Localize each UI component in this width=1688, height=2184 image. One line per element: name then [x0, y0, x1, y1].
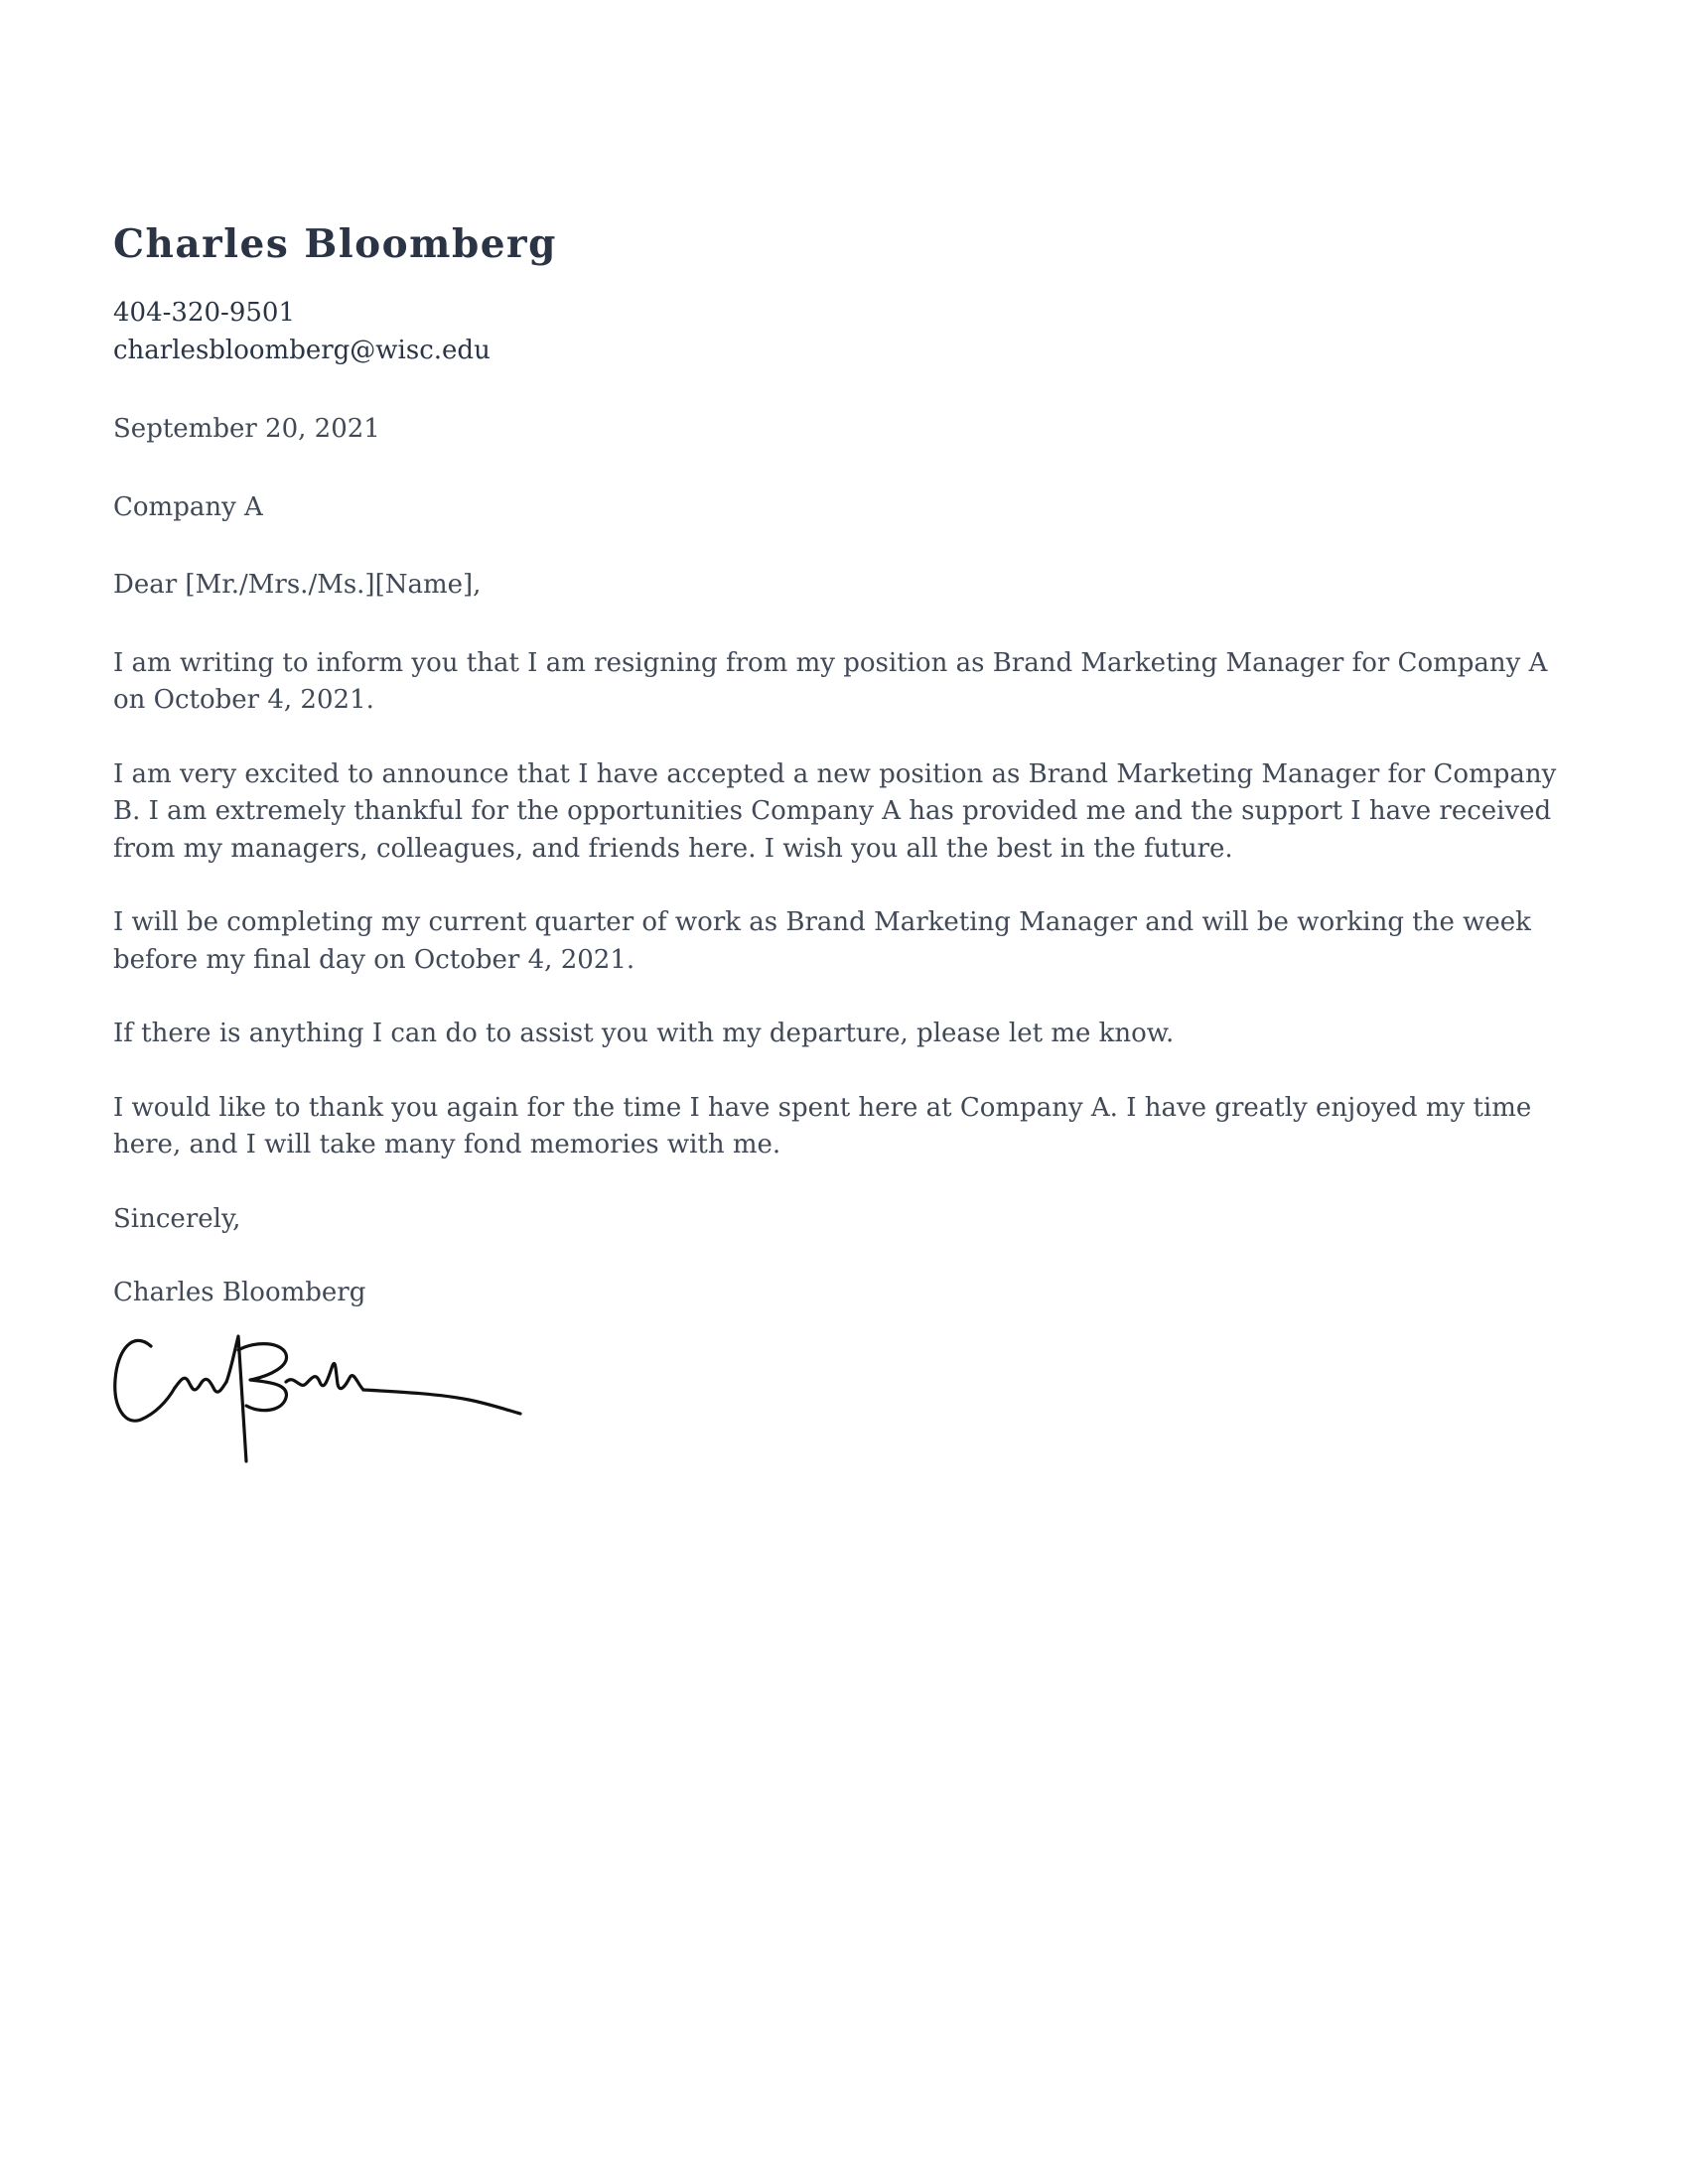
letter-date: September 20, 2021 — [113, 414, 380, 444]
sender-name: Charles Bloomberg — [113, 221, 557, 267]
salutation: Dear [Mr./Mrs./Ms.][Name], — [113, 570, 482, 600]
paragraph-thanks: I would like to thank you again for the time I have spent here at Company A. I have greatly enjoyed my time here, and I will take many fond memories with me. — [113, 1092, 1532, 1160]
paragraph-resignation-notice: I am writing to inform you that I am resigning from my position as Brand Marketing Manager for Company A on October 4, 2021. — [113, 647, 1548, 715]
paragraph-assistance: If there is anything I can do to assist you with my departure, please let me know. — [113, 1019, 1175, 1048]
signer-name: Charles Bloomberg — [113, 1278, 366, 1307]
closing: Sincerely, — [113, 1203, 241, 1234]
sender-contact — [113, 294, 1563, 369]
paragraph-new-position: I am very excited to announce that I have accepted a new position as Brand Marketing Manager for Company B. I am extremely thankful for the opportunities Company A has provided me and the support I have received from my managers, colleagues, and friends here. I wish you all the best in the future. — [113, 758, 1557, 864]
paragraph-transition: I will be completing my current quarter of work as Brand Marketing Manager and will be working the week before my final day on October 4, 2021. — [113, 907, 1531, 975]
handwritten-signature — [111, 1322, 528, 1471]
resignation-letter — [113, 216, 1563, 1471]
sender-email: charlesbloomberg@wisc.edu — [113, 336, 491, 365]
sender-phone: 404-320-9501 — [113, 298, 295, 328]
recipient-company: Company A — [113, 491, 263, 522]
